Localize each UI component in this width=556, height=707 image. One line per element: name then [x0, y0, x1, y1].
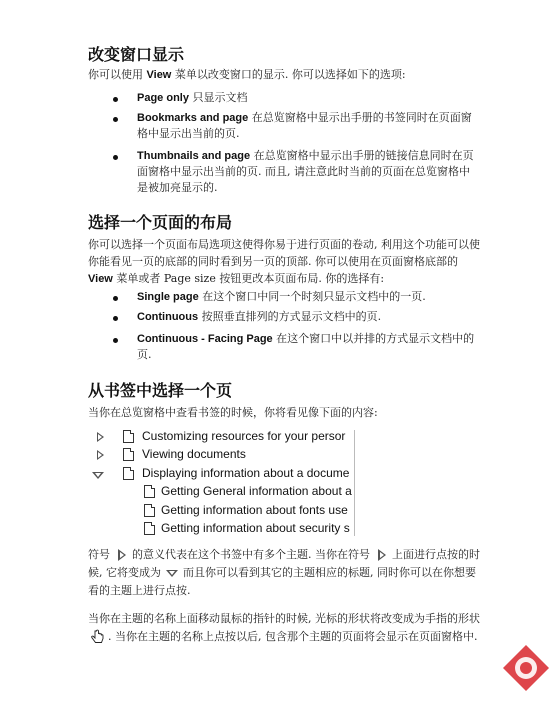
section2-intro: 你可以选择一个页面布局选项这使得你易于进行页面的卷动, 利用这个功能可以使你能看见一页的底部的同时看到另一页的顶部. 你可以使用在页面窗格底部的 View 菜单或者 Page size 按钮更改本页面布局. 你的选择有: — [88, 238, 480, 285]
section3-paragraph-symbols: 符号 的意义代表在这个书签中有多个主题. 当你在符号 上面进行点按的时候, 它将变成为 而且你可以看到其它的主题相应的标题, 同时你可以在你想要看的主题上进行点按. — [88, 548, 480, 597]
bookmark-label[interactable]: Displaying information about a docume — [142, 466, 350, 480]
document-icon — [123, 467, 134, 480]
triangle-down-icon[interactable] — [92, 472, 104, 479]
bullet-icon — [113, 338, 118, 343]
bookmark-row[interactable] — [88, 446, 358, 464]
triangle-right-icon — [115, 548, 127, 562]
document-icon — [123, 430, 134, 443]
section3-intro: 当你在总览窗格中查看书签的时候，你将看见像下面的内容: — [88, 406, 378, 419]
document-icon — [144, 522, 155, 535]
bookmark-tree — [88, 428, 358, 540]
watermark-logo — [500, 642, 552, 694]
triangle-right-icon — [375, 548, 387, 562]
bookmark-row[interactable] — [88, 520, 358, 538]
section3-paragraph-hand: 当你在主题的名称上面移动鼠标的指针的时候, 光标的形状将改变成为手指的形状. 当你在主题的名称上点按以后, 包含那个主题的页面将会显示在页面窗格中. — [88, 612, 480, 643]
bookmark-label[interactable]: Getting information about security s — [161, 521, 350, 535]
list-item: Bookmarks and page 在总览窗格中显示出手册的书签同时在页面窗格中显示出当前的页. — [137, 111, 472, 140]
list-item: Single page 在这个窗口中同一个时刻只显示文档中的一页. — [137, 290, 426, 303]
bookmark-label[interactable]: Viewing documents — [142, 447, 246, 461]
bookmark-row[interactable] — [88, 465, 358, 483]
section-title-select-page-from-bookmark: 从书签中选择一个页 — [88, 381, 233, 400]
bookmark-row[interactable] — [88, 502, 358, 520]
bullet-icon — [113, 316, 118, 321]
tree-border — [354, 430, 355, 536]
document-icon — [144, 504, 155, 517]
bookmark-label[interactable]: Getting General information about a — [161, 484, 352, 498]
hand-cursor-icon — [90, 629, 106, 645]
document-icon — [123, 448, 134, 461]
bookmark-label[interactable]: Getting information about fonts use — [161, 503, 348, 517]
section1-intro: 你可以使用 View 菜单以改变窗口的显示. 你可以选择如下的选项: — [88, 68, 406, 81]
bookmark-row[interactable] — [88, 428, 358, 446]
triangle-right-icon[interactable] — [97, 432, 104, 442]
bullet-icon — [113, 97, 118, 102]
bookmark-label[interactable]: Customizing resources for your persor — [142, 429, 346, 443]
bullet-icon — [113, 117, 118, 122]
bullet-icon — [113, 296, 118, 301]
list-item: Page only 只显示文档 — [137, 91, 248, 104]
bookmark-row[interactable] — [88, 483, 358, 501]
section-title-select-page-layout: 选择一个页面的布局 — [88, 213, 233, 232]
section-title-change-window-display: 改变窗口显示 — [88, 45, 185, 64]
bullet-icon — [113, 155, 118, 160]
list-item: Continuous - Facing Page 在这个窗口中以并排的方式显示文档中的页. — [137, 332, 475, 361]
triangle-right-icon[interactable] — [97, 450, 104, 460]
triangle-down-icon — [166, 566, 178, 580]
list-item: Continuous 按照垂直排列的方式显示文档中的页. — [137, 310, 382, 323]
list-item: Thumbnails and page 在总览窗格中显示出手册的链接信息同时在页面窗格中显示出当前的页. 而且, 请注意此时当前的页面在总览窗格中是被加亮显示的. — [137, 149, 474, 194]
document-icon — [144, 485, 155, 498]
